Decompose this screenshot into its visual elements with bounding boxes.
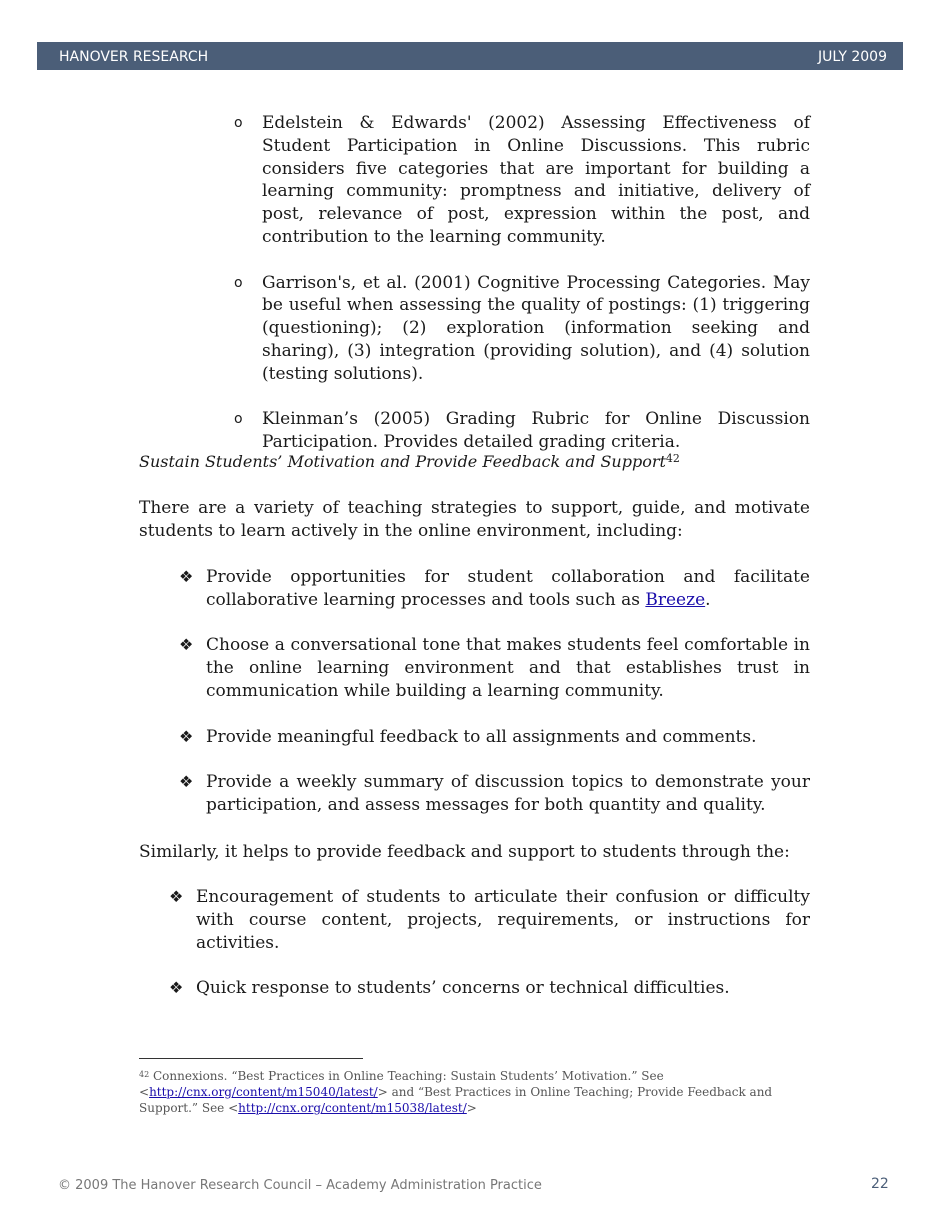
diamond-bullet-icon: ❖ [169, 978, 184, 998]
list-item-text: Provide opportunities for student collaboration and facilitate collaborative learning processes and tools such as [206, 567, 810, 610]
list-item [169, 977, 810, 1000]
diamond-bullet-icon: ❖ [179, 726, 194, 746]
list-item-text: Garrison's, et al. (2001) Cognitive Processing Categories. May be useful when assessing the quality of postings: (1) triggering (questioning); (2) exploration (information seeking and sharing), (3) integration (providing solution), and (4) solution (testing solutions). [262, 272, 810, 384]
intro-paragraph: There are a variety of teaching strategies to support, guide, and motivate students to learn actively in the online environment, including: [139, 498, 810, 541]
list-item-text: Provide meaningful feedback to all assignments and comments. [206, 726, 757, 747]
list-item-end: . [705, 589, 711, 610]
footnote-ref[interactable]: 42 [665, 452, 680, 465]
footnote-number: 42 [139, 1070, 150, 1079]
list-item [179, 771, 810, 817]
breeze-link[interactable]: Breeze [645, 589, 706, 610]
footnote-text-3: > [466, 1101, 477, 1115]
diamond-bullet-icon: ❖ [169, 887, 184, 906]
diamond-bullet-icon: ❖ [179, 635, 194, 655]
strategy-list [179, 566, 810, 840]
header-date: JULY 2009 [818, 49, 887, 65]
similarly-paragraph: Similarly, it helps to provide feedback and support to students through the: [139, 842, 790, 862]
footnote [139, 1067, 779, 1116]
header-bar [37, 42, 903, 70]
sub-bullet-list [234, 112, 810, 477]
footnote-text-2: > and “Best Practices in Online Teaching; Provide Feedback and Support.” See < [139, 1085, 773, 1115]
hollow-circle-bullet-icon: o [234, 115, 243, 131]
list-item [234, 408, 810, 454]
list-item-text: Provide a weekly summary of discussion topics to demonstrate your participation, and assess messages for both quantity and quality. [206, 772, 810, 815]
list-item [179, 726, 810, 749]
section-heading [139, 452, 680, 471]
footnote-text-1: Connexions. “Best Practices in Online Teaching: Sustain Students’ Motivation.” See < [139, 1069, 664, 1099]
list-item-text: Quick response to students’ concerns or technical difficulties. [196, 978, 730, 999]
header-org: HANOVER RESEARCH [59, 49, 209, 65]
list-item-text: Encouragement of students to articulate their confusion or difficulty with course content, projects, requirements, or instructions for activities. [196, 887, 810, 953]
list-item [234, 272, 810, 386]
footer-copyright: © 2009 The Hanover Research Council – Academy Administration Practice [58, 1178, 542, 1193]
list-item-text: Choose a conversational tone that makes students feel comfortable in the online learning environment and that establishes trust in communication while building a learning community. [206, 635, 810, 701]
support-list [169, 886, 810, 1023]
page-number: 22 [871, 1176, 889, 1192]
diamond-bullet-icon: ❖ [179, 772, 194, 792]
footnote-link-2[interactable]: http://cnx.org/content/m15038/latest/ [238, 1101, 467, 1115]
diamond-bullet-icon: ❖ [179, 567, 194, 586]
hollow-circle-bullet-icon: o [234, 411, 243, 428]
list-item-text: Edelstein & Edwards' (2002) Assessing Effectiveness of Student Participation in Online Discussions. This rubric considers five categories that are important for building a learning community: promptness and initiative, delivery of post, relevance of post, expression within the post, and contribution to the learning community. [262, 113, 810, 247]
footnote-link-1[interactable]: http://cnx.org/content/m15040/latest/ [149, 1085, 378, 1099]
list-item [179, 566, 810, 612]
section-heading-text: Sustain Students’ Motivation and Provide Feedback and Support [139, 452, 666, 471]
list-item [234, 112, 810, 249]
footnote-divider [139, 1058, 363, 1059]
list-item [169, 886, 810, 954]
hollow-circle-bullet-icon: o [234, 274, 243, 291]
list-item [179, 634, 810, 702]
list-item-text: Kleinman’s (2005) Grading Rubric for Online Discussion Participation. Provides detailed grading criteria. [262, 409, 810, 453]
